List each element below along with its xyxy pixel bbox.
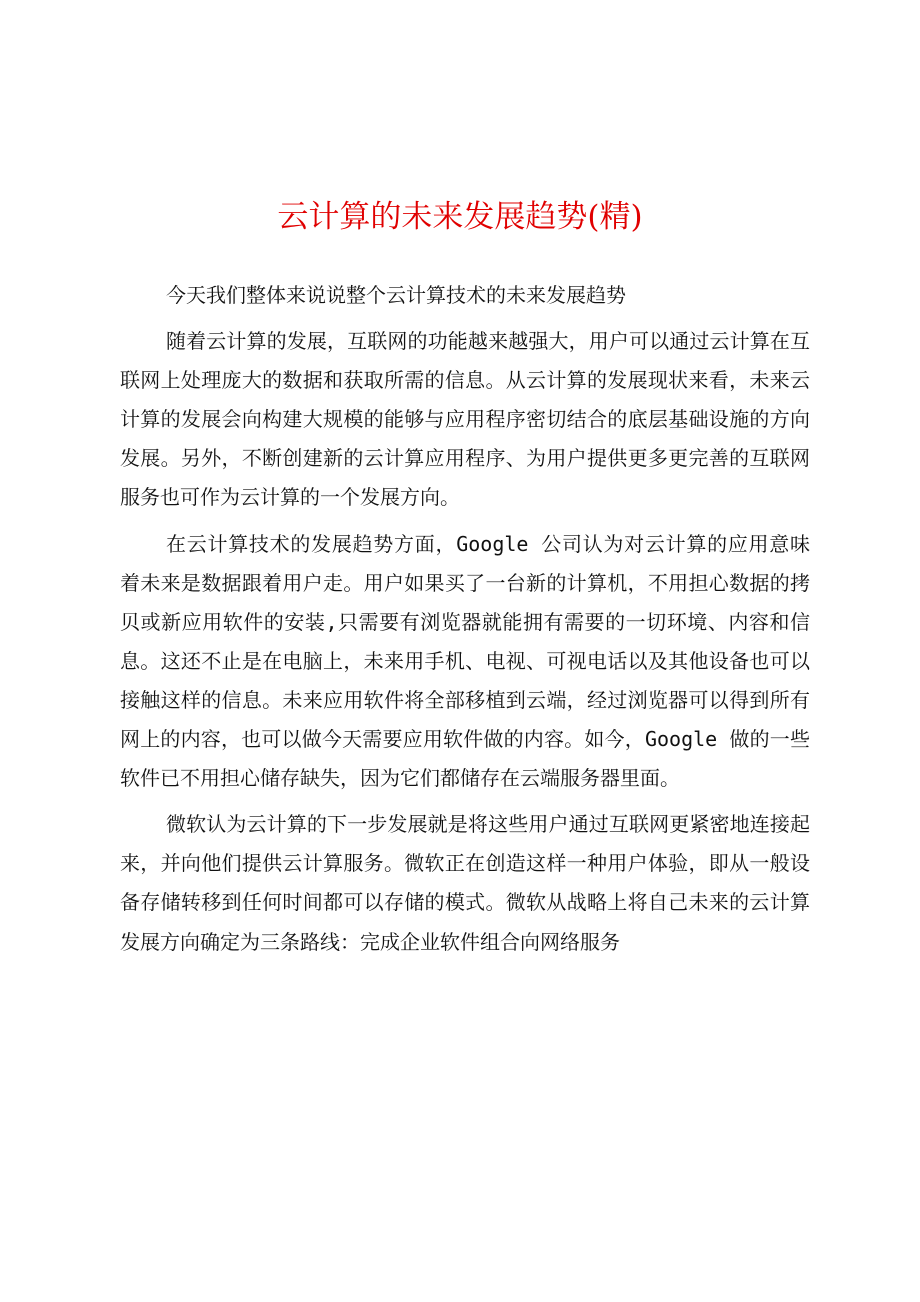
paragraph-intro: 今天我们整体来说说整个云计算技术的未来发展趋势	[166, 283, 626, 307]
paragraph-google: 在云计算技术的发展趋势方面，Google 公司认为对云计算的应用意味着未来是数据跟着用户走。用户如果买了一台新的计算机，不用担心数据的拷贝或新应用软件的安装,只需要有浏览器就能拥有需要的一切环境、内容和信息。这还不止是在电脑上，未来用手机、电视、可视电话以及其他设备也可以接触这样的信息。未来应用软件将全部移植到云端，经过浏览器可以得到所有网上的内容，也可以做今天需要应用软件做的内容。如今，Google 做的一些软件已不用担心储存缺失，因为它们都储存在云端服务器里面。	[120, 531, 810, 791]
document-body	[120, 276, 810, 962]
page-title: 云计算的未来发展趋势(精)	[277, 199, 643, 235]
paragraph-microsoft: 微软认为云计算的下一步发展就是将这些用户通过互联网更紧密地连接起来，并向他们提供云计算服务。微软正在创造这样一种用户体验，即从一般设备存储转移到任何时间都可以存储的模式。微软从战略上将自己未来的云计算发展方向确定为三条路线：完成企业软件组合向网络服务	[120, 812, 810, 954]
paragraph-development: 随着云计算的发展，互联网的功能越来越强大，用户可以通过云计算在互联网上处理庞大的数据和获取所需的信息。从云计算的发展现状来看，未来云计算的发展会向构建大规模的能够与应用程序密切结合的底层基础设施的方向发展。另外，不断创建新的云计算应用程序、为用户提供更多更完善的互联网服务也可作为云计算的一个发展方向。	[120, 329, 810, 510]
